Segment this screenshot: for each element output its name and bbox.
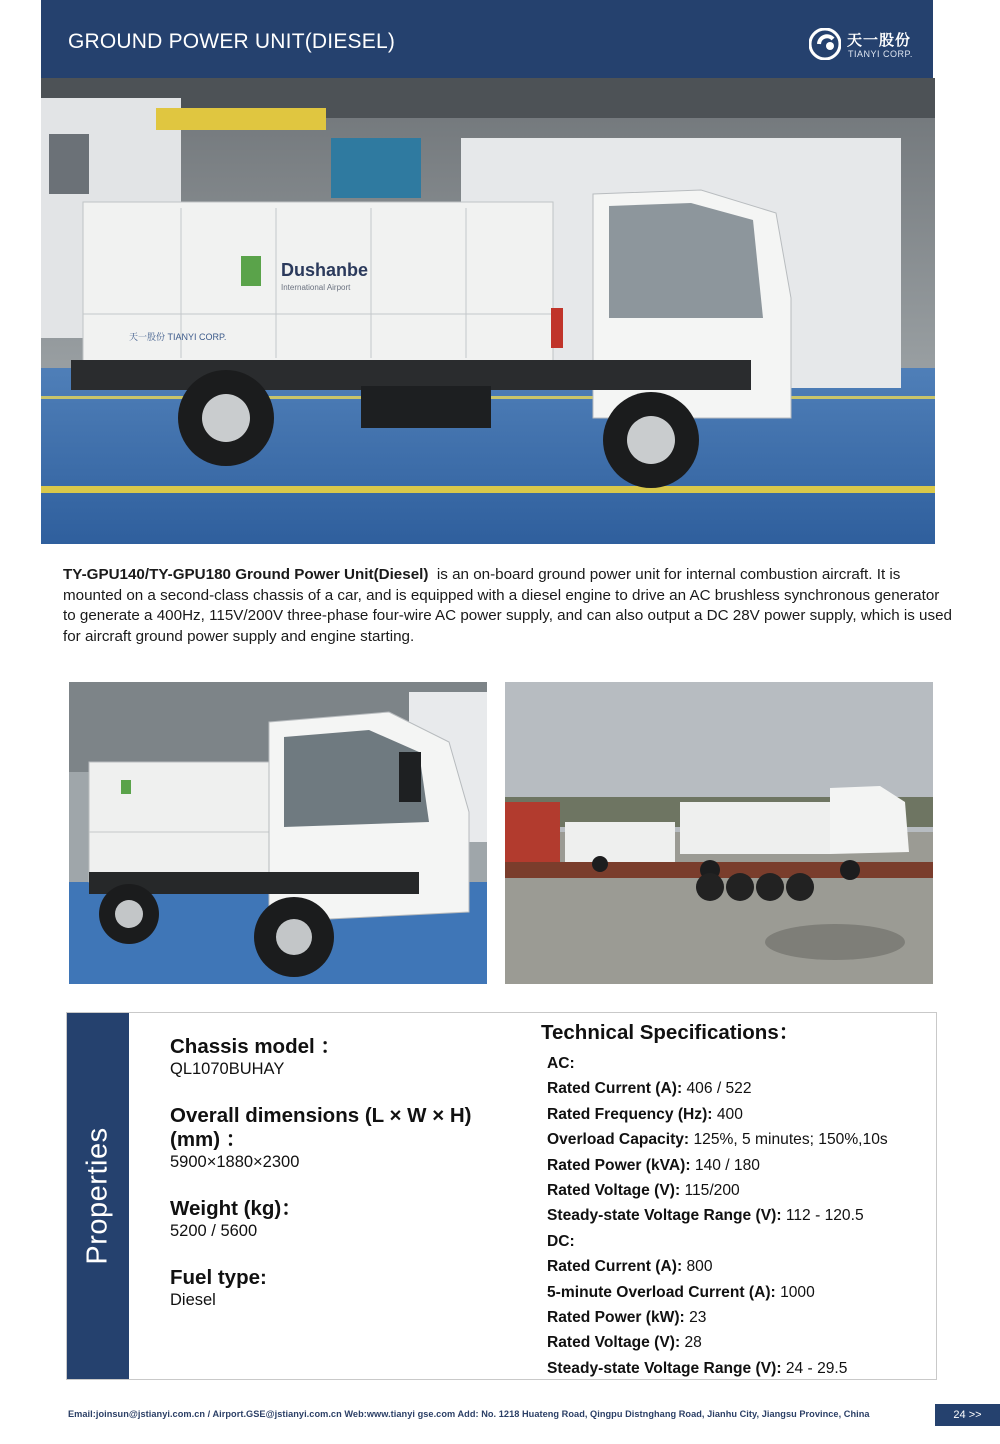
spec-row bbox=[547, 1356, 931, 1381]
property-value: 5900×1880×2300 bbox=[170, 1153, 300, 1171]
spec-value: 140 / 180 bbox=[694, 1156, 760, 1174]
truck-front-photo bbox=[69, 682, 487, 984]
spec-value: 400 bbox=[716, 1105, 743, 1123]
spec-row bbox=[547, 1178, 931, 1203]
property-value: Diesel bbox=[170, 1291, 216, 1309]
spec-key: Rated Power (kVA): bbox=[547, 1156, 691, 1174]
property-key: Chassis model ： bbox=[170, 1035, 341, 1058]
property-fuel-type bbox=[170, 1266, 510, 1311]
spec-row bbox=[547, 1203, 931, 1228]
page-number: 24 >> bbox=[935, 1404, 1000, 1426]
properties-label: Properties bbox=[81, 1127, 114, 1265]
company-logo bbox=[803, 24, 931, 66]
hero-brand-text: Dushanbe bbox=[281, 260, 369, 280]
property-value: QL1070BUHAY bbox=[170, 1060, 285, 1078]
spec-value: 125%, 5 minutes; 150%,10s bbox=[693, 1131, 888, 1149]
logo-english-name: TIANYI CORP. bbox=[848, 49, 913, 59]
spec-row bbox=[547, 1305, 931, 1330]
property-overall-dimensions bbox=[170, 1104, 510, 1173]
spec-list bbox=[541, 1051, 931, 1381]
property-key: Weight (kg)： bbox=[170, 1197, 302, 1220]
spec-key: Rated Current (A): bbox=[547, 1258, 683, 1276]
spec-key: AC: bbox=[547, 1055, 575, 1072]
spec-key: Rated Current (A): bbox=[547, 1080, 683, 1098]
spec-key: 5-minute Overload Current (A): bbox=[547, 1283, 776, 1301]
spec-value: 800 bbox=[686, 1258, 713, 1276]
technical-specifications bbox=[541, 1015, 931, 1381]
spec-key: Steady-state Voltage Range (V): bbox=[547, 1359, 782, 1377]
spec-row bbox=[547, 1127, 931, 1152]
spec-key: DC: bbox=[547, 1232, 575, 1250]
spec-row bbox=[547, 1153, 931, 1178]
spec-key: Steady-state Voltage Range (V): bbox=[547, 1207, 782, 1225]
product-description-body: is an on-board ground power unit for internal combustion aircraft. It is mounted on a second-class chassis of a car, and is equipped with a diesel engine to drive an AC brushless synchronous generator to generate a 400Hz, 115V/200V three-phase four-wire AC power supply, and can also output a DC 28V power supply, which is used for aircraft ground power supply and engine starting. bbox=[63, 566, 952, 645]
property-chassis-model bbox=[170, 1035, 510, 1080]
properties-list bbox=[170, 1035, 510, 1335]
spec-value: 406 / 522 bbox=[686, 1080, 752, 1098]
page-footer bbox=[0, 1404, 1000, 1426]
spec-value: 112 - 120.5 bbox=[785, 1207, 864, 1225]
property-weight bbox=[170, 1197, 510, 1242]
product-description bbox=[63, 565, 953, 647]
spec-row bbox=[547, 1254, 931, 1279]
spec-key: Rated Voltage (V): bbox=[547, 1182, 681, 1200]
property-key: Overall dimensions (L × W × H) (mm) ： bbox=[170, 1104, 472, 1151]
hero-truck-photo bbox=[41, 78, 935, 544]
properties-panel bbox=[66, 1012, 937, 1380]
spec-value: 115/200 bbox=[684, 1182, 740, 1200]
spec-row bbox=[547, 1051, 931, 1076]
page-title: GROUND POWER UNIT(DIESEL) bbox=[68, 30, 396, 53]
spec-row bbox=[547, 1102, 931, 1127]
spec-value: 24 - 29.5 bbox=[785, 1359, 848, 1377]
hero-company-mark: 天一股份 TIANYI CORP. bbox=[129, 332, 227, 342]
spec-value: 28 bbox=[684, 1334, 702, 1352]
properties-sidebar bbox=[67, 1013, 129, 1379]
property-value: 5200 / 5600 bbox=[170, 1222, 258, 1240]
technical-specifications-title: Technical Specifications： bbox=[541, 1021, 800, 1044]
spec-value: 1000 bbox=[780, 1283, 815, 1301]
spec-key: Rated Power (kW): bbox=[547, 1309, 685, 1327]
spec-key: Overload Capacity: bbox=[547, 1131, 690, 1149]
hero-brand-sub: International Airport bbox=[281, 283, 351, 292]
spec-key: Rated Voltage (V): bbox=[547, 1334, 681, 1352]
spec-row bbox=[547, 1076, 931, 1101]
spec-value: 23 bbox=[689, 1309, 707, 1327]
tianyi-logo-icon bbox=[809, 28, 841, 60]
spec-row bbox=[547, 1280, 931, 1305]
trucks-on-trailer-photo bbox=[505, 682, 933, 984]
spec-row bbox=[547, 1330, 931, 1355]
logo-chinese-name: 天一股份 bbox=[847, 32, 912, 49]
footer-contact: Email:joinsun@jstianyi.com.cn / Airport.GSE@jstianyi.com.cn Web:www.tianyi gse.com Add: No. 1218 Huateng Road, Qingpu Distnghang Road, Jianhu City, Jiangsu Province, China bbox=[68, 1409, 870, 1419]
product-model-name: TY-GPU140/TY-GPU180 Ground Power Unit(Diesel) bbox=[63, 566, 429, 583]
spec-row bbox=[547, 1229, 931, 1254]
spec-key: Rated Frequency (Hz): bbox=[547, 1105, 713, 1123]
property-key: Fuel type: bbox=[170, 1266, 267, 1289]
page-header bbox=[41, 0, 933, 78]
